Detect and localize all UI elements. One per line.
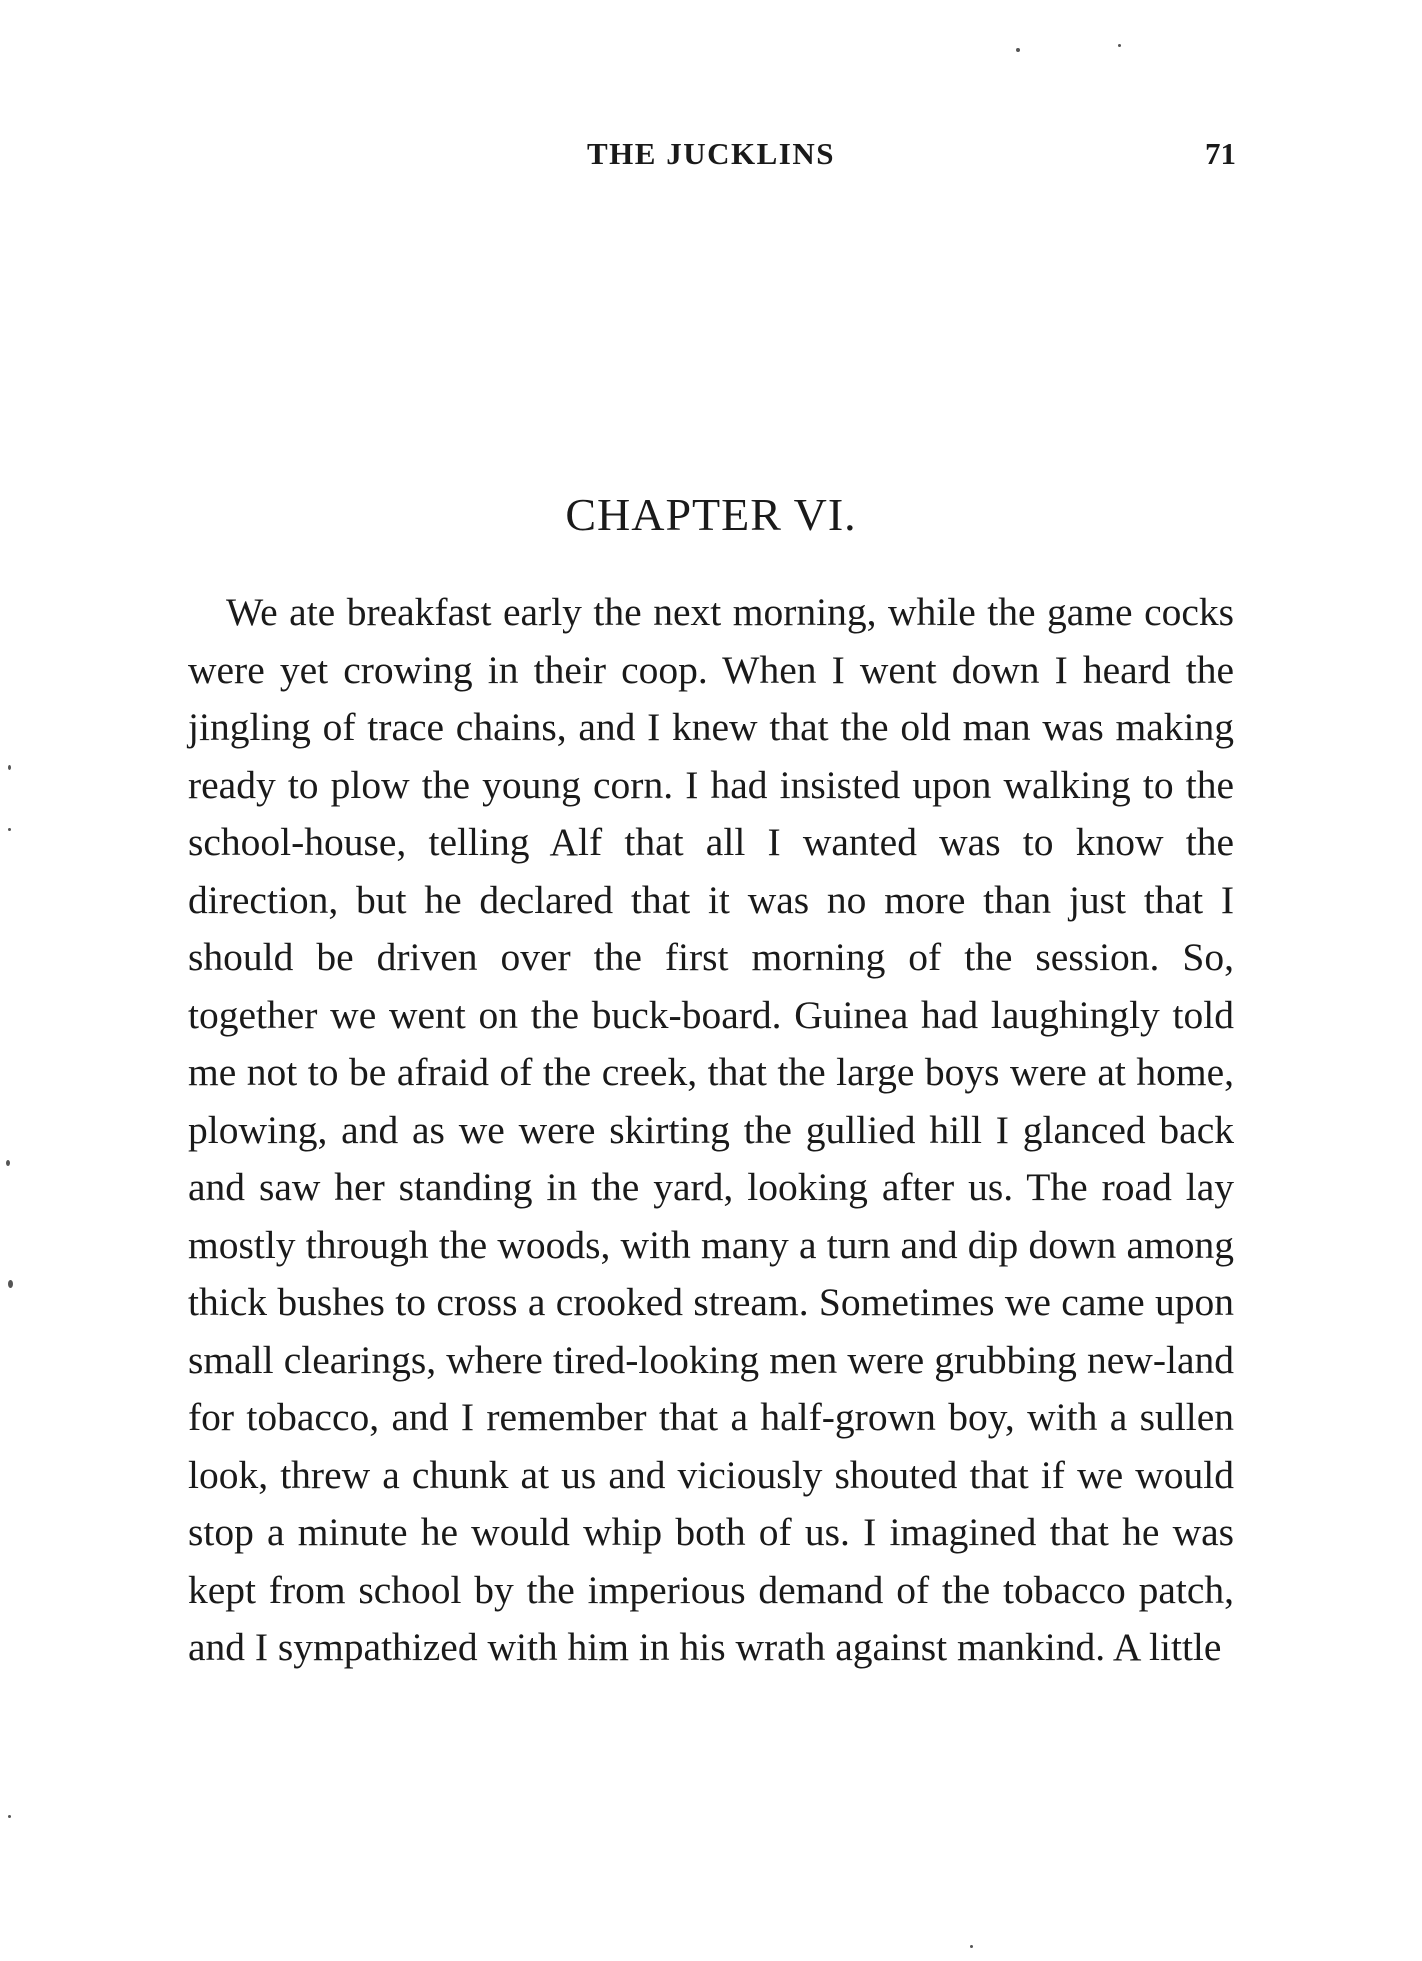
scan-speck — [1118, 44, 1121, 47]
scan-speck — [8, 828, 11, 831]
running-title: THE JUCKLINS — [587, 136, 835, 171]
chapter-heading: CHAPTER VI. — [565, 489, 857, 540]
scan-speck — [970, 1945, 973, 1948]
scan-speck — [8, 1280, 13, 1288]
page-number: 71 — [1205, 136, 1236, 171]
scan-speck — [8, 765, 11, 770]
chapter-paragraph: We ate breakfast early the next morning, while the game cocks were yet crowing in their coop. When I went down I heard the jingling of trace chains, and I knew that the old man was making ready to plow the young corn. I had insisted upon walking to the school-house, telling Alf that all I wanted was to know the direction, but he declared that it was no more than just that I should be driven over the first morning of the session. So, together we went on the buck-board. Guinea had laughingly told me not to be afraid of the creek, that the large boys were at home, plowing, and as we were skirting the gullied hill I glanced back and saw her standing in the yard, looking after us. The road lay mostly through the woods, with many a turn and dip down among thick bushes to cross a crooked stream. Sometimes we came upon small clearings, where tired-looking men were grubbing new-land for tobacco, and I remember that a half-grown boy, with a sullen look, threw a chunk at us and viciously shouted that if we would stop a minute he would whip both of us. I imagined that he was kept from school by the imperious demand of the tobacco patch, and I sympathized with him in his wrath against mankind. A little — [188, 590, 1234, 1669]
scan-speck — [1016, 48, 1020, 52]
running-head — [186, 136, 1236, 176]
scan-speck — [8, 1815, 11, 1818]
scan-speck — [6, 1160, 10, 1166]
